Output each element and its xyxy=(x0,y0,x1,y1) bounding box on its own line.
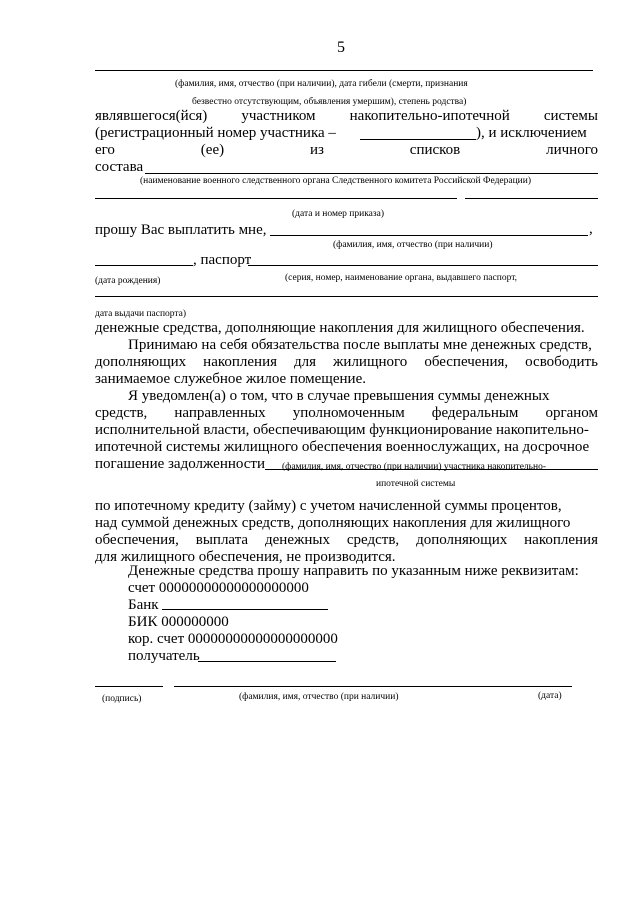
account-number: счет 00000000000000000000 xyxy=(128,580,309,596)
signature-fio-field[interactable] xyxy=(174,686,572,687)
order-field-b[interactable] xyxy=(465,198,598,199)
note-passport-issue: дата выдачи паспорта) xyxy=(95,309,187,319)
notified-line-4: ипотечной системы жилищного обеспечения военнослужащих, на досрочное xyxy=(95,439,590,455)
note-date: (дата) xyxy=(538,691,562,701)
investigative-body-field[interactable] xyxy=(145,173,598,174)
bank-intro: Денежные средства прошу направить по указанным ниже реквизитам: xyxy=(128,563,579,579)
notified-line-5: погашение задолженности xyxy=(95,456,266,472)
page-number: 5 xyxy=(337,39,345,56)
notified-line-3: исполнительной власти, обеспечивающим функционирование накопительно- xyxy=(95,422,589,438)
note-deceased-1: (фамилия, имя, отчество (при наличии), дата гибели (смерти, признания xyxy=(175,79,468,89)
passport-label: , паспорт xyxy=(193,252,252,268)
recipient-fio-field[interactable] xyxy=(270,235,588,236)
mortgage-line-1: по ипотечному кредиту (займу) с учетом начисленной суммы процентов, xyxy=(95,498,562,514)
passport-field-2[interactable] xyxy=(95,296,598,297)
note-birth-date: (дата рождения) xyxy=(95,276,161,286)
note-signature: (подпись) xyxy=(102,694,142,704)
note-investigative-body: (наименование военного следственного органа Следственного комитета Российской Федерации) xyxy=(140,176,532,186)
funds-line: денежные средства, дополняющие накопления для жилищного обеспечения. xyxy=(95,320,585,336)
notified-line-2: средств, направленных уполномоченным федеральным органом xyxy=(95,405,598,421)
reg-number-field[interactable] xyxy=(360,139,476,140)
passport-field[interactable] xyxy=(248,265,598,266)
order-field-a[interactable] xyxy=(95,198,457,199)
note-deceased-2: безвестно отсутствующим, объявления умершим), степень родства) xyxy=(192,97,467,107)
accept-line-1: Принимаю на себя обязательства после выплаты мне денежных средств, xyxy=(128,337,592,353)
page: 5 (фамилия, имя, отчество (при наличии), дата гибели (смерти, признания безвестно отсутствующим, объявления умершим), степень родства) являвшегося(йся) участником накопительно-ипотечной системы (регистрационный номер участника – ), и исключением его (ее) из списков личного состава (наименование военного следственного органа Следственного комитета Российской Федерации) (дата и номер приказа) прошу Вас выплатить мне, , (фамилия, имя, отчество (при наличии) , паспорт (дата рождения) (серия, номер, наименование органа, выдавшего паспорт, дата выдачи паспорта) денежные средства, дополняющие накопления для жилищного обеспечения. Принимаю на себя обязательства после выплаты мне денежных средств, дополняющих накопления для жилищного обеспечения, освободить занимаемое служебное жилое помещение. Я уведомлен(а) о том, что в случае превышения суммы денежных средств, направленных уполномоченным федеральным органом исполнительной власти, обеспечивающим функционирование накопительно- ипотечной системы жилищного обеспечения военнослужащих, на досрочное погашение задолженности (фамилия, имя, отчество (при наличии) участника накопительно- ипотечной системы по ипотечному кредиту (займу) с учетом начисленной суммы процентов, над суммой денежных средств, дополняющих накопления для жилищного обеспечения, выплата денежных средств, дополняющих накопления для жилищного обеспечения, не производится. Денежные средства прошу направить по указанным ниже реквизитам: счет 00000000000000000000 Банк БИК 000000000 кор. счет 00000000000000000000 получатель (подпись) (фамилия, имя, отчество (при наличии) (дата) xyxy=(95,39,598,704)
note-passport: (серия, номер, наименование органа, выдавшего паспорт, xyxy=(285,273,518,283)
note-participant-2: ипотечной системы xyxy=(376,479,456,489)
deceased-line xyxy=(95,70,593,71)
staff-label: состава xyxy=(95,159,144,175)
signature-field[interactable] xyxy=(95,686,163,687)
bank-field[interactable] xyxy=(162,609,328,610)
note-participant-1: (фамилия, имя, отчество (при наличии) участника накопительно- xyxy=(282,462,546,472)
recipient-label: получатель xyxy=(128,648,200,664)
bank-label: Банк xyxy=(128,597,159,613)
request-label: прошу Вас выплатить мне, xyxy=(95,222,267,238)
mortgage-line-2: над суммой денежных средств, дополняющих накопления для жилищного xyxy=(95,515,571,531)
exclusion-text: ), и исключением xyxy=(476,125,587,141)
note-order: (дата и номер приказа) xyxy=(292,209,385,219)
birth-date-field[interactable] xyxy=(95,265,193,266)
corr-account: кор. счет 00000000000000000000 xyxy=(128,631,338,647)
mortgage-line-4: для жилищного обеспечения, не производится. xyxy=(95,549,396,565)
note-signature-fio: (фамилия, имя, отчество (при наличии) xyxy=(239,692,399,702)
recipient-field[interactable] xyxy=(198,661,336,662)
accept-line-2: дополняющих накопления для жилищного обеспечения, освободить xyxy=(95,354,598,370)
accept-line-3: занимаемое служебное жилое помещение. xyxy=(95,371,366,387)
note-fio: (фамилия, имя, отчество (при наличии) xyxy=(333,240,493,250)
notified-line-1: Я уведомлен(а) о том, что в случае превышения суммы денежных xyxy=(128,388,550,404)
text-line-3: его (ее) из списков личного xyxy=(95,142,598,158)
reg-number-label: (регистрационный номер участника – xyxy=(95,125,336,141)
bik: БИК 000000000 xyxy=(128,614,229,630)
text-line-1: являвшегося(йся) участником накопительно-ипотечной системы xyxy=(95,108,598,124)
mortgage-line-3: обеспечения, выплата денежных средств, дополняющих накопления xyxy=(95,532,598,548)
